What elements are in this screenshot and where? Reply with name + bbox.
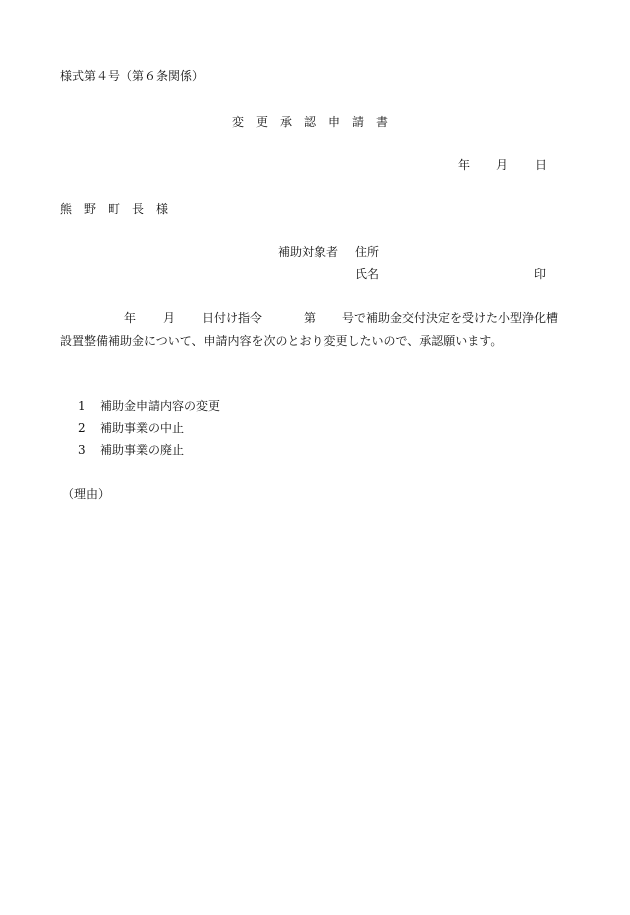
date-month: 月 (496, 158, 509, 172)
date-day: 日 (535, 158, 548, 172)
addressee: 熊 野 町 長 様 (60, 202, 169, 216)
reason-label: （理由） (62, 487, 111, 501)
body-date-directive: 日付け指令 (202, 311, 263, 325)
item-number: 3 (78, 443, 86, 457)
item-number: 2 (78, 421, 86, 435)
body-month: 月 (163, 311, 176, 325)
body-line2: 設置整備補助金について、申請内容を次のとおり変更したいので、承認願います。 (60, 334, 503, 348)
body-number-prefix: 第 (304, 311, 317, 325)
name-label: 氏名 (355, 267, 380, 281)
body-line1-tail: 号で補助金交付決定を受けた小型浄化槽 (342, 311, 559, 325)
form-label: 様式第４号（第６条関係） (60, 69, 205, 83)
item-text: 補助事業の中止 (100, 421, 185, 435)
document-title: 変 更 承 認 申 請 書 (232, 115, 389, 129)
date-year: 年 (458, 158, 471, 172)
item-text: 補助金申請内容の変更 (100, 399, 221, 413)
seal-mark: 印 (534, 267, 547, 281)
item-number: 1 (78, 399, 86, 413)
address-label: 住所 (355, 245, 380, 259)
item-text: 補助事業の廃止 (100, 443, 185, 457)
body-year: 年 (124, 311, 137, 325)
applicant-heading: 補助対象者 (278, 245, 339, 259)
